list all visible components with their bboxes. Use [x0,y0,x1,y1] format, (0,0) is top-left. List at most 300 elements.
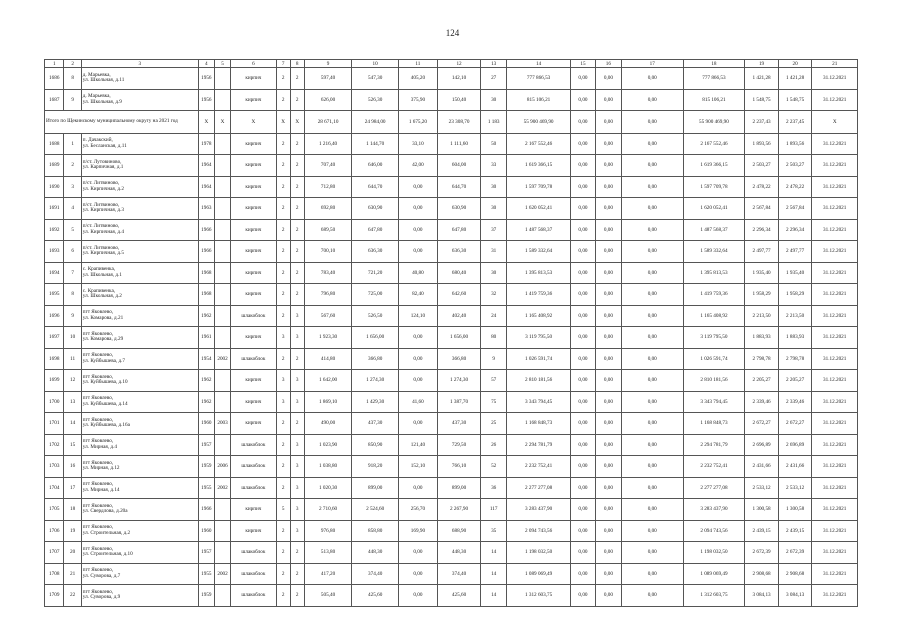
table-cell: 0,00 [595,219,621,241]
total-cell: X [231,111,276,134]
table-cell: 688,90 [437,520,480,542]
table-cell: 9 [64,89,81,111]
table-cell: 1 089 069,49 [507,563,571,585]
table-cell: 2 232 752,41 [683,456,745,478]
table-cell: 1692 [45,219,64,241]
table-cell: 0,00 [398,198,437,220]
table-cell: 899,00 [352,477,399,499]
table-cell: 3 [290,370,304,392]
table-cell: 82,40 [398,284,437,306]
table-cell: 417,20 [304,563,352,585]
table-cell: 1 935,40 [745,262,779,284]
total-cell: 0,00 [595,111,621,134]
table-cell: 0,00 [595,520,621,542]
table-cell: 636,30 [352,241,399,263]
table-cell: 2 [276,542,290,564]
table-cell: 725,00 [352,284,399,306]
table-cell: 0,00 [595,370,621,392]
table-cell: 630,90 [437,198,480,220]
table-cell: 0,00 [595,456,621,478]
table-row [45,370,858,392]
table-cell: 26 [481,434,507,456]
table-cell: 0,00 [595,89,621,111]
table-cell: шлакоблок [231,434,276,456]
table-cell: 0,00 [595,327,621,349]
table-cell: шлакоблок [231,542,276,564]
table-cell: 2 296,34 [745,219,779,241]
total-cell: 23 308,70 [437,111,480,134]
table-cell: 1 300,58 [745,499,779,521]
table-cell: шлакоблок [231,563,276,585]
table-cell: 1 089 069,49 [683,563,745,585]
table-cell: 31.12.2021 [812,477,858,499]
table-cell: 2 [290,284,304,306]
table-cell: 31.12.2021 [812,348,858,370]
table-cell: 31.12.2021 [812,391,858,413]
table-cell: 0,00 [571,176,596,198]
table-cell: 4 [64,198,81,220]
table-cell: 1 935,40 [778,262,812,284]
table-cell: 8 [64,284,81,306]
table-cell: 0,00 [571,155,596,177]
table-cell: 1704 [45,477,64,499]
table-cell: 630,90 [352,198,399,220]
table-cell: 1 869,10 [304,391,352,413]
table-cell: 0,00 [621,305,683,327]
table-cell: 2 [290,176,304,198]
table-cell: 1 023,90 [304,434,352,456]
table-cell: 42,00 [398,155,437,177]
table-cell: 0,00 [621,456,683,478]
table-cell: 0,00 [595,585,621,607]
address-cell: пгт Яковлево, ул. Мирная, д.4 [81,434,198,456]
table-cell: 448,30 [352,542,399,564]
table-cell: 0,00 [571,542,596,564]
page-number: 124 [445,28,460,38]
table-cell: 0,00 [398,219,437,241]
table-cell: кирпич [231,176,276,198]
table-cell: 31.12.2021 [812,155,858,177]
table-cell: 2 205,27 [778,370,812,392]
table-cell: 14 [481,542,507,564]
table-cell: 0,00 [595,133,621,155]
table-cell: кирпич [231,198,276,220]
address-cell: пгт Яковлево, ул. Строительная, д.10 [81,542,198,564]
table-cell: 0,00 [571,370,596,392]
column-number: 21 [812,60,858,68]
table-cell: 1 312 603,75 [507,585,571,607]
table-cell: 0,00 [621,327,683,349]
table-cell: 2 [290,68,304,90]
table-cell: 1 548,75 [778,89,812,111]
table-cell: 3 343 794,45 [507,391,571,413]
table-cell: кирпич [231,68,276,90]
table-cell: 0,00 [398,477,437,499]
table-cell: 2 810 181,56 [683,370,745,392]
table-cell: 2 533,12 [745,477,779,499]
table-cell: 0,00 [621,198,683,220]
table-cell: 10 [64,327,81,349]
table-cell: 1 893,56 [745,133,779,155]
table-cell: 1 421,28 [745,68,779,90]
table-cell: 2 339,46 [745,391,779,413]
table-cell: 2 431,66 [745,456,779,478]
table-cell: 2 [276,241,290,263]
table-cell: 0,00 [621,89,683,111]
table-cell: 2 439,15 [745,520,779,542]
table-cell: 2 503,27 [778,155,812,177]
total-cell: 24 984,00 [352,111,399,134]
table-cell: 9 [481,348,507,370]
table-cell: 1 487 568,37 [507,219,571,241]
table-cell [214,520,230,542]
table-cell: кирпич [231,284,276,306]
table-cell: 2 567,84 [745,198,779,220]
table-cell: кирпич [231,262,276,284]
column-number: 10 [352,60,399,68]
table-cell: 15 [64,434,81,456]
table-cell: 31 [481,241,507,263]
table-cell: 2 [276,68,290,90]
table-cell: 1968 [198,262,214,284]
table-cell: 2 810 181,56 [507,370,571,392]
column-number: 3 [81,60,198,68]
column-number: 18 [683,60,745,68]
table-row [45,434,858,456]
table-cell: 647,80 [437,219,480,241]
table-cell: 31.12.2021 [812,133,858,155]
table-cell: 0,00 [571,68,596,90]
total-cell: X [812,111,858,134]
table-row [45,219,858,241]
table-cell: 0,00 [398,176,437,198]
table-cell: шлакоблок [231,305,276,327]
table-cell: 2 [276,198,290,220]
table-cell: 0,00 [571,241,596,263]
table-cell: 0,00 [571,327,596,349]
table-cell: 2 205,27 [745,370,779,392]
table-cell: 3 283 437,90 [507,499,571,521]
table-cell: 1 165 408,92 [507,305,571,327]
table-cell: 707,40 [304,155,352,177]
table-cell [214,133,230,155]
table-cell: 1 312 603,75 [683,585,745,607]
table-cell: 1 274,30 [437,370,480,392]
table-cell: 1 923,30 [304,327,352,349]
address-cell: д. Марьевка, ул. Школьная, д.11 [81,68,198,90]
address-cell: пгт Яковлево, ул. Куйбышева, д.10 [81,370,198,392]
table-cell: 2 [290,542,304,564]
table-cell: кирпич [231,413,276,435]
table-cell [214,262,230,284]
table-cell: 3 [64,176,81,198]
table-cell: 2 267,90 [437,499,480,521]
table-cell: 1 656,00 [352,327,399,349]
table-cell: 25 [481,413,507,435]
address-cell: д. Марьевка, ул. Школьная, д.9 [81,89,198,111]
table-cell: 12 [64,370,81,392]
table-cell: 9 [64,305,81,327]
table-cell: 0,00 [595,348,621,370]
table-cell: 604,00 [437,155,480,177]
table-cell: 0,00 [621,391,683,413]
table-cell: 2 [276,219,290,241]
table-cell: 567,60 [304,305,352,327]
column-number: 20 [778,60,812,68]
table-cell: 2 696,89 [745,434,779,456]
column-number: 13 [481,60,507,68]
table-cell: 1 144,70 [352,133,399,155]
table-row [45,198,858,220]
table-cell: 1962 [198,370,214,392]
table-cell: 1691 [45,198,64,220]
table-cell: 3 [290,520,304,542]
address-cell: пгт Яковлево, ул. Куйбышева, д.16а [81,413,198,435]
table-cell [214,305,230,327]
table-cell: 2 [276,477,290,499]
table-cell: 2003 [214,413,230,435]
table-cell: 2 [290,133,304,155]
table-cell: 1 597 709,78 [507,176,571,198]
table-cell: 1702 [45,434,64,456]
table-cell: 2 [290,219,304,241]
address-cell: п/ст. Литвиново, ул. Кирпичная, д.5 [81,241,198,263]
table-cell: 1693 [45,241,64,263]
table-cell: 712,80 [304,176,352,198]
table-cell: 425,60 [352,585,399,607]
table-cell: 1699 [45,370,64,392]
table-row [45,305,858,327]
table-cell: 1955 [198,477,214,499]
table-cell: 1956 [198,89,214,111]
table-cell: 2 439,15 [778,520,812,542]
table-cell: кирпич [231,327,276,349]
table-cell: 0,00 [595,413,621,435]
table-cell: 425,60 [437,585,480,607]
total-cell: 1 183 [481,111,507,134]
table-cell: 1955 [198,563,214,585]
table-cell: кирпич [231,219,276,241]
table-cell: кирпич [231,499,276,521]
table-cell: 31.12.2021 [812,434,858,456]
table-cell: 0,00 [621,563,683,585]
table-cell: 1709 [45,585,64,607]
table-cell: 1962 [198,305,214,327]
table-cell: 2 798,78 [745,348,779,370]
table-cell: 142,10 [437,68,480,90]
table-cell: 3 [290,327,304,349]
table-cell: 31.12.2021 [812,219,858,241]
table-cell: 1695 [45,284,64,306]
table-cell: 2 213,50 [745,305,779,327]
table-cell: 0,00 [621,155,683,177]
table-cell: 0,00 [621,370,683,392]
table-cell: 2 [276,434,290,456]
table-cell: 2 094 743,56 [507,520,571,542]
table-cell: 918,20 [352,456,399,478]
table-cell: 2 339,46 [778,391,812,413]
table-row [45,585,858,607]
table-cell: 513,80 [304,542,352,564]
table-cell: 3 [290,391,304,413]
table-cell: 505,40 [304,585,352,607]
table-cell: 3 [276,327,290,349]
table-cell: 526,30 [352,89,399,111]
table-cell: 1978 [198,133,214,155]
table-row [45,68,858,90]
table-cell [214,391,230,413]
address-cell: п/ст. Литвиново, ул. Кирпичная, д.3 [81,198,198,220]
table-cell: 0,00 [621,133,683,155]
address-cell: пгт Яковлево, ул. Мирная, д.12 [81,456,198,478]
table-cell: 2 533,12 [778,477,812,499]
table-cell: 1 597 709,78 [683,176,745,198]
table-cell: 1 589 332,64 [507,241,571,263]
table-row [45,262,858,284]
table-cell: 0,00 [595,176,621,198]
table-cell: 2 798,78 [778,348,812,370]
column-number: 12 [437,60,480,68]
table-cell: 858,80 [352,520,399,542]
table-cell: 2002 [214,477,230,499]
table-cell: 1 429,30 [352,391,399,413]
total-cell: X [214,111,230,134]
table-cell [214,327,230,349]
table-cell: 0,00 [398,348,437,370]
table-cell: 0,00 [621,262,683,284]
table-cell: 2 672,39 [778,542,812,564]
table-cell: 0,00 [398,542,437,564]
table-cell: 0,00 [571,391,596,413]
table-cell: 2 672,39 [745,542,779,564]
table-cell: 1956 [198,68,214,90]
table-cell: 0,00 [595,305,621,327]
table-cell: 1 642,00 [304,370,352,392]
table-cell: 1957 [198,434,214,456]
table-cell: 0,00 [621,348,683,370]
table-cell: 2 [276,89,290,111]
table-cell: 0,00 [571,305,596,327]
table-cell: 0,00 [595,198,621,220]
table-cell: 729,50 [437,434,480,456]
table-row [45,155,858,177]
table-cell: 2 908,68 [745,563,779,585]
table-cell: 0,00 [595,542,621,564]
table-cell: 0,00 [621,434,683,456]
table-cell: 3 084,13 [778,585,812,607]
table-row [45,133,858,155]
table-cell: 1 419 759,36 [507,284,571,306]
table-cell: 976,80 [304,520,352,542]
column-number: 4 [198,60,214,68]
table-cell: 1966 [198,499,214,521]
table-cell: 0,00 [398,327,437,349]
table-cell: 777 866,53 [683,68,745,90]
table-cell: 700,10 [304,241,352,263]
table-cell: 0,00 [398,585,437,607]
table-cell [214,284,230,306]
table-cell: 17 [64,477,81,499]
table-cell: 0,00 [595,284,621,306]
table-cell: 75 [481,391,507,413]
table-row [45,176,858,198]
address-cell: пгт Яковлево, ул. Строительная, д.2 [81,520,198,542]
table-cell: 31.12.2021 [812,585,858,607]
table-cell: 3 119 795,50 [507,327,571,349]
table-cell: 0,00 [621,413,683,435]
table-cell: 21 [64,563,81,585]
table-cell [214,68,230,90]
table-cell: 3 [290,456,304,478]
table-cell: 597,40 [304,68,352,90]
table-cell: 815 106,21 [507,89,571,111]
table-cell: 1686 [45,68,64,90]
table-cell: 1 619 366,15 [507,155,571,177]
address-cell: пгт Яковлево, ул. Куйбышева, д.14 [81,391,198,413]
table-cell: шлакоблок [231,585,276,607]
table-cell: 2 672,27 [745,413,779,435]
table-cell: 1 548,75 [745,89,779,111]
table-cell: 30 [481,262,507,284]
table-cell: 1959 [198,456,214,478]
table-row [45,456,858,478]
table-cell [214,219,230,241]
table-cell: 13 [64,391,81,413]
table-cell: 256,70 [398,499,437,521]
table-cell: 0,00 [571,456,596,478]
table-cell: 1696 [45,305,64,327]
column-number: 6 [231,60,276,68]
table-cell: 0,00 [398,563,437,585]
table-cell: 50 [481,133,507,155]
table-cell: 2 [276,176,290,198]
table-cell: 31.12.2021 [812,413,858,435]
column-number: 16 [595,60,621,68]
total-cell: X [276,111,290,134]
total-cell: 55 900 469,90 [683,111,745,134]
total-cell: 28 671,10 [304,111,352,134]
table-cell: 3 119 795,50 [683,327,745,349]
address-cell: с. Крапивенка, ул. Школьная, д.1 [81,262,198,284]
table-cell: 646,00 [352,155,399,177]
column-number: 14 [507,60,571,68]
table-cell: 19 [64,520,81,542]
table-cell: 2 [290,348,304,370]
table-row [45,348,858,370]
table-cell: 636,30 [437,241,480,263]
table-cell: 2 696,89 [778,434,812,456]
address-cell: с. Крапивенка, ул. Школьная, д.2 [81,284,198,306]
table-cell: 57 [481,370,507,392]
address-cell: п. Дачакский, ул. Бесланская, д.11 [81,133,198,155]
column-number: 5 [214,60,230,68]
table-cell: 3 343 794,45 [683,391,745,413]
table-cell: 1 020,30 [304,477,352,499]
table-cell: 37 [481,219,507,241]
table-cell: 2 [290,89,304,111]
table-cell: 32 [481,284,507,306]
table-cell: 16 [64,456,81,478]
table-cell: 0,00 [621,477,683,499]
address-cell: п/ст. Литвиново, ул. Кирпичная, д.2 [81,176,198,198]
table-cell: 31.12.2021 [812,563,858,585]
table-cell: 14 [64,413,81,435]
table-cell: 0,00 [398,370,437,392]
table-cell: 680,40 [437,262,480,284]
table-cell: 0,00 [398,413,437,435]
table-cell: 31.12.2021 [812,456,858,478]
table-cell: 31.12.2021 [812,68,858,90]
